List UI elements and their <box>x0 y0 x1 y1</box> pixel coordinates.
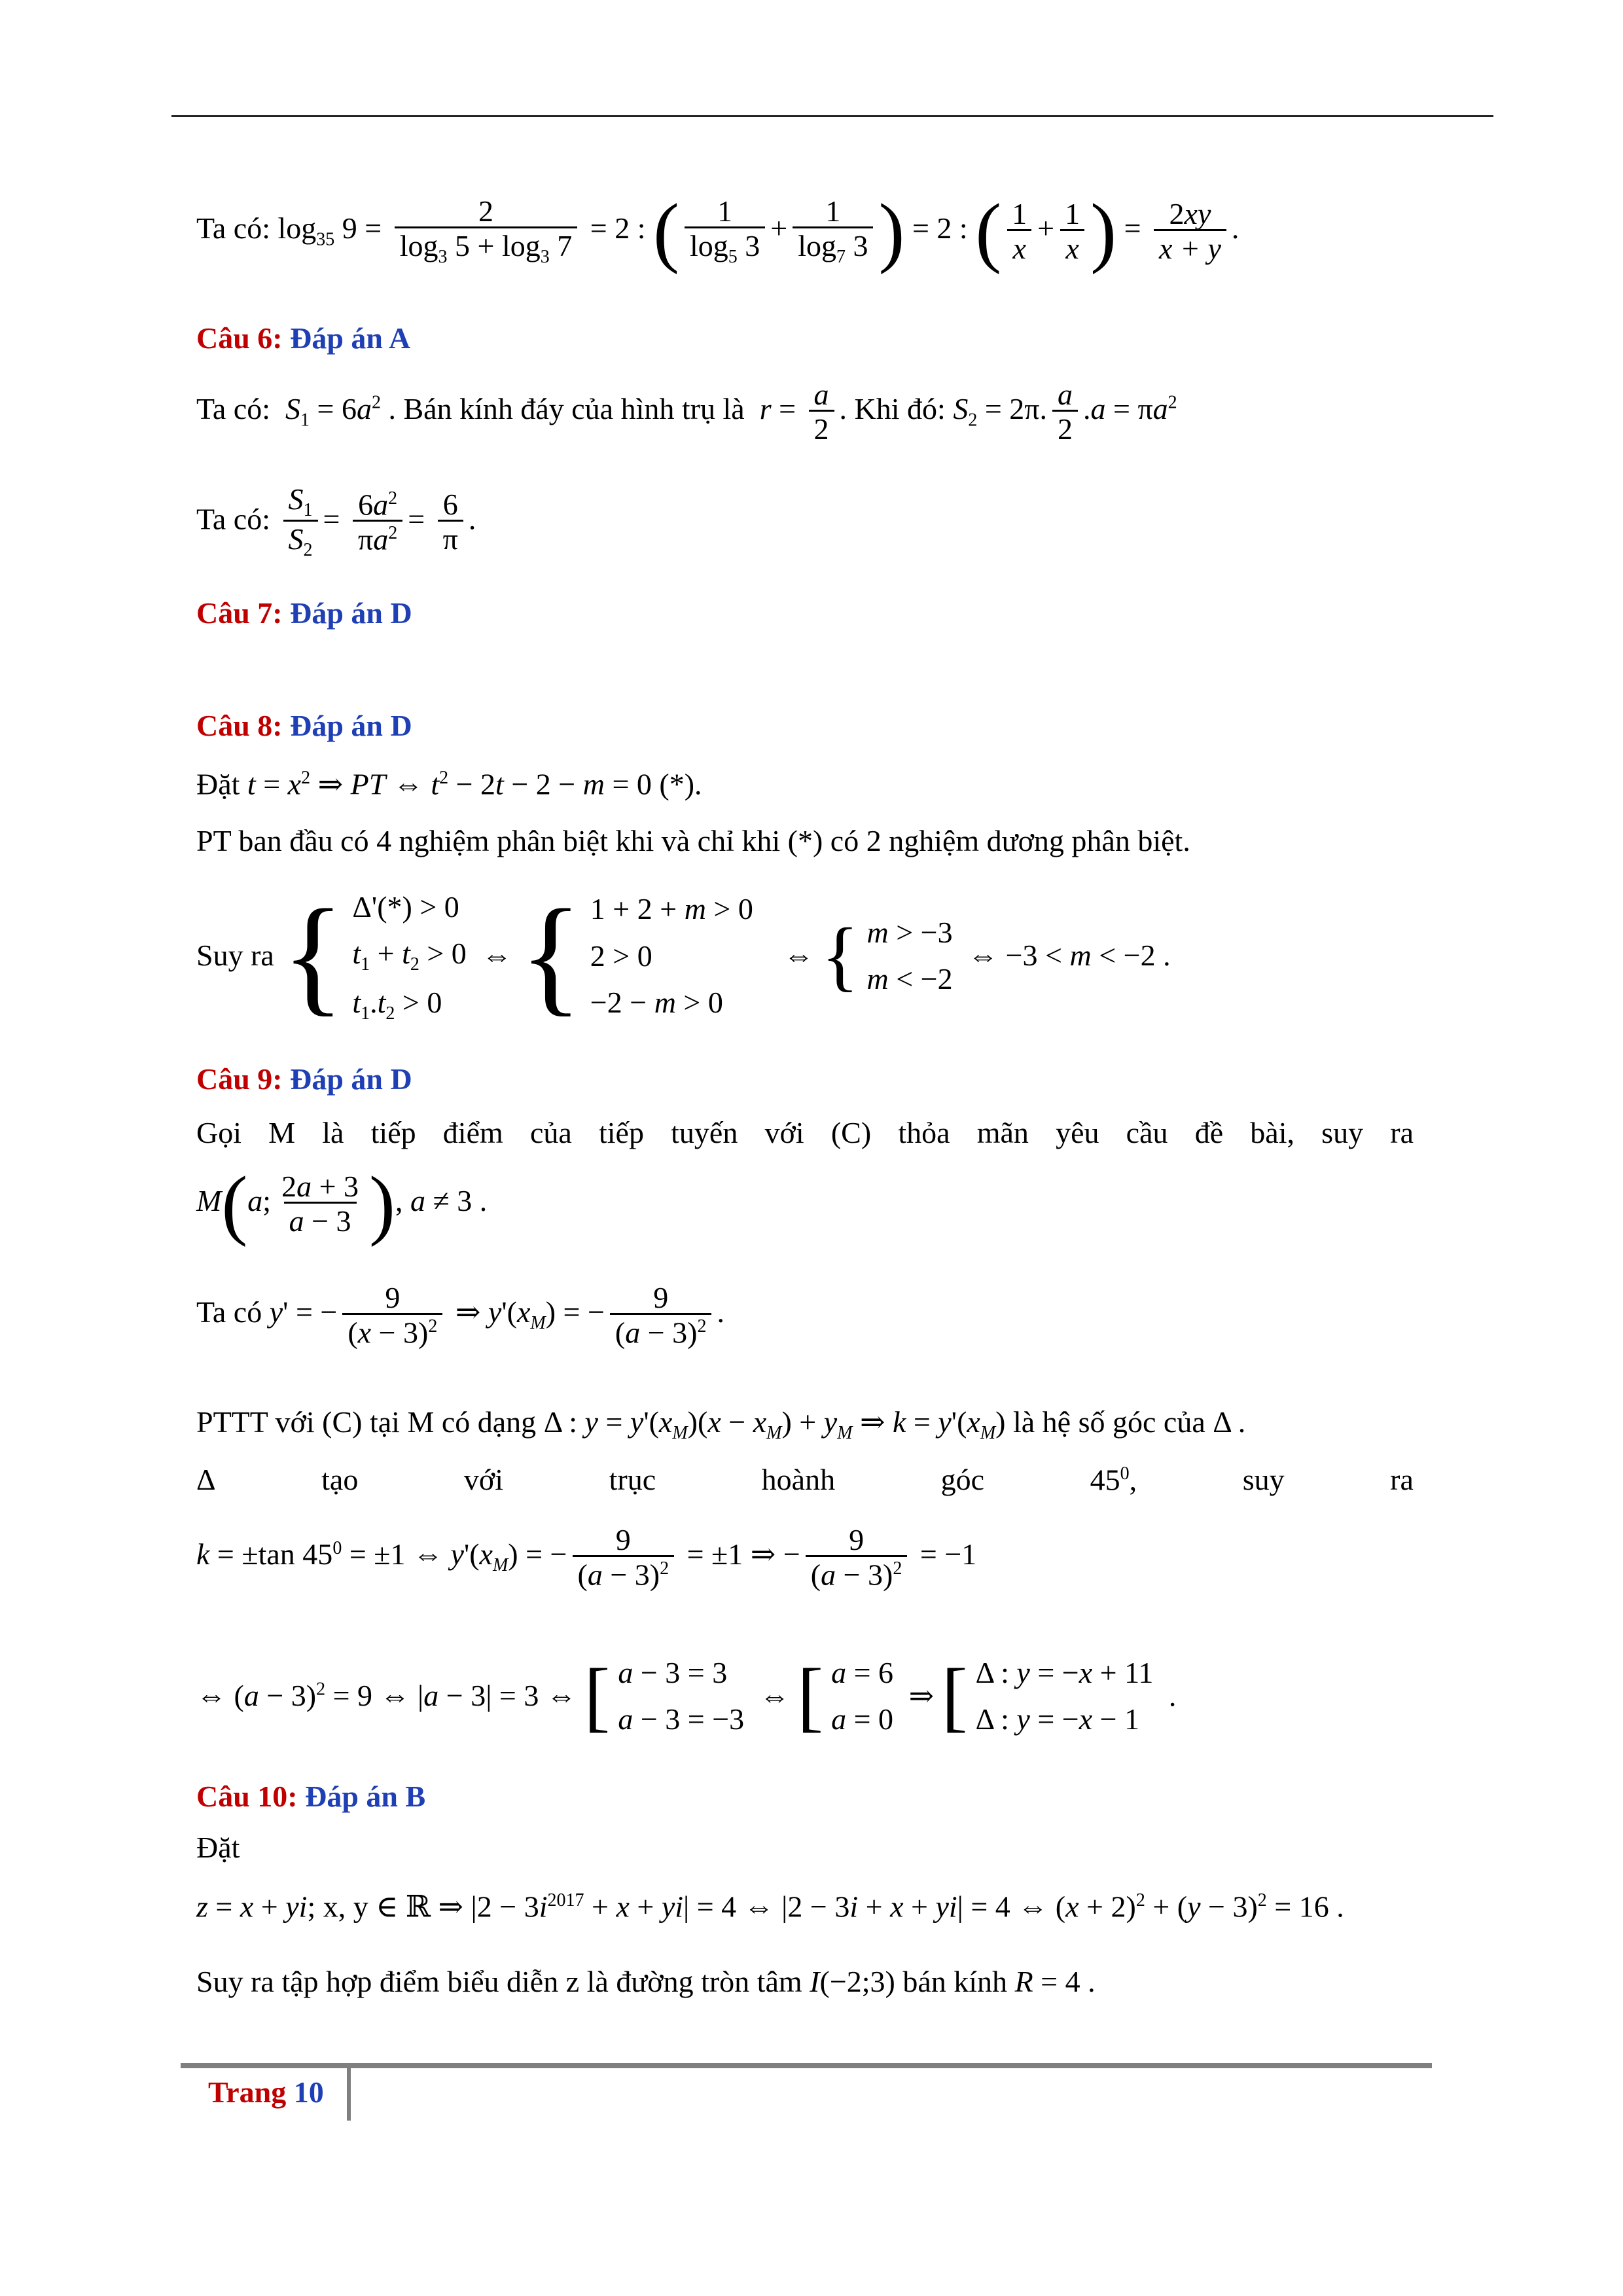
text-mid: bán kính <box>902 1965 1008 1998</box>
solution-line: ⇔ $(a - 3)^2 = 9$ ⇔ |a − 3| = 3 ⇔ [ a − 3 = 3 a − 3 = −3 ⇔ [ a = 6 a = 0 ⇒ [ Δ : y = −x + 11 Δ : y = −x − 1 . <box>196 1652 1177 1740</box>
text-prefix: Suy ra tập hợp điểm biểu diễn z là đường tròn tâm <box>196 1965 802 1998</box>
condition-text: PT ban đầu có 4 nghiệm phân biệt khi và chỉ khi (*) có 2 nghiệm dương phân biệt. <box>196 824 1190 857</box>
text-tail: . <box>1231 211 1240 245</box>
point-m-line: M(a; $\frac{2a + 3}{a - 3}$ ), a ≠ 3 . <box>196 1160 488 1247</box>
text-mid: . Bán kính đáy của hình trụ là <box>388 392 745 426</box>
question-label: Câu 10: <box>196 1780 298 1813</box>
text-prefix: Ta có: <box>196 502 271 536</box>
word: hoành <box>761 1463 836 1496</box>
text-tail: (*). <box>659 767 702 801</box>
answer-label: Đáp án D <box>290 1062 412 1096</box>
question-label: Câu 9: <box>196 1062 283 1096</box>
substitution-line: Đặt $t = x^2$ ⇒ PT ⇔ $t^2 - 2t - 2 - m = 0$ (*). <box>196 767 702 801</box>
log-formula-line: Ta có: $\log_{35} 9$ = $\frac{2}{\log_3 5 + \log_3 7}$ = 2 : ( $\frac{1}{\log_5 3}$ + $\frac{1}{\log_7 3}$ ) = 2 : ( $\frac{1}{x}$ + $\frac{1}{x}$ ) = $\frac{2xy}{x + y}$ . <box>196 187 1240 275</box>
tangent-equation-line: PTTT với (C) tại M có dạng Δ : $y = y'(x_M)(x - x_M) + y_M$ ⇒ $k = y'(x_M)$ là hệ số góc của Δ . <box>196 1405 1246 1444</box>
question-label: Câu 7: <box>196 596 283 630</box>
page-label: Trang <box>208 2075 287 2109</box>
heading-cau-9 <box>196 1062 412 1096</box>
complex-line: z = x + yi; x, y ∈ ℝ ⇒ $|2 - 3i^{2017} + x + yi| = 4$ ⇔ |2 − 3i + x + yi| = 4 ⇔ $(x + 2)^2 + (y - 3)^2 = 16$ . <box>196 1890 1344 1924</box>
word: trục <box>609 1463 656 1496</box>
text-tail: là hệ số góc của <box>1012 1405 1205 1439</box>
text-mid2: . Khi đó: <box>839 392 946 426</box>
heading-cau-10 <box>196 1779 425 1814</box>
page-number <box>208 2075 324 2109</box>
question-label: Câu 6: <box>196 321 283 355</box>
text-prefix: PTTT với (C) tại M có dạng <box>196 1405 537 1439</box>
fraction: $\frac{2}{\log_3 5 + \log_3 7}$ <box>395 196 578 266</box>
system-line: Suy ra { Δ'(*) > 0 $t_1 + t_2 > 0$ $t_1.t_2 > 0$ ⇔ { 1 + 2 + m > 0 2 > 0 −2 − m > 0 ⇔ { m > −3 m < −2 ⇔ −3 < m < −2 . <box>196 883 1171 1028</box>
text-prefix: Suy ra <box>196 939 274 973</box>
circle-line: Suy ra tập hợp điểm biểu diễn z là đường tròn tâm I(−2;3) bán kính R = 4 . <box>196 1965 1096 1998</box>
answer-label: Đáp án D <box>290 596 412 630</box>
text-prefix: Ta có <box>196 1295 262 1329</box>
derivative-line: Ta có y' = − $\frac{9}{(x - 3)^2}$ ⇒ $y'(x_M)$ = − $\frac{9}{(a - 3)^2}$ . <box>196 1281 724 1350</box>
footer-divider <box>347 2068 351 2121</box>
ratio-line: Ta có: $\frac{S_1}{S_2}$ = $\frac{6a^2}{\pi a^2}$ = $\frac{6}{\pi}$ . <box>196 482 476 561</box>
cylinder-line: Ta có: $S_1 = 6a^2$ . Bán kính đáy của hình trụ là r = $\frac{a}{2}$ . Khi đó: $S_2 = 2\pi$. $\frac{a}{2}$ $.a = \pi a^2$ <box>196 378 1177 446</box>
footer-rule <box>181 2063 1432 2068</box>
word: với <box>463 1463 504 1496</box>
set-text: Đặt <box>196 1831 240 1864</box>
heading-cau-7 <box>196 596 412 630</box>
word: suy <box>1242 1463 1285 1496</box>
header-rule <box>171 115 1493 117</box>
tangent-intro: Gọi M là tiếp điểm của tiếp tuyến với (C) thỏa mãn yêu cầu đề bài, suy ra <box>196 1116 1414 1149</box>
text-prefix: Ta có: <box>196 211 271 245</box>
word: ra <box>1390 1463 1414 1496</box>
page-number-value: 10 <box>293 2075 324 2109</box>
word: tạo <box>321 1463 359 1496</box>
angle-line: Δ tạo với trục hoành góc $45^0$, suy ra <box>196 1463 1414 1497</box>
answer-label: Đáp án A <box>290 321 411 355</box>
text-prefix: Ta có: <box>196 392 271 426</box>
heading-cau-8 <box>196 708 412 743</box>
question-label: Câu 8: <box>196 709 283 742</box>
heading-cau-6 <box>196 321 410 355</box>
text-prefix: Đặt <box>196 767 240 801</box>
answer-label: Đáp án D <box>290 709 412 742</box>
word: góc <box>940 1463 985 1496</box>
slope-line: k = ±tan $45^0 = \pm 1$ ⇔ $y'(x_M)$ = − $\frac{9}{(a - 3)^2}$ = ±1 ⇒ − $\frac{9}{(a - 3)^2}$ = −1 <box>196 1523 977 1592</box>
answer-label: Đáp án B <box>305 1780 426 1813</box>
